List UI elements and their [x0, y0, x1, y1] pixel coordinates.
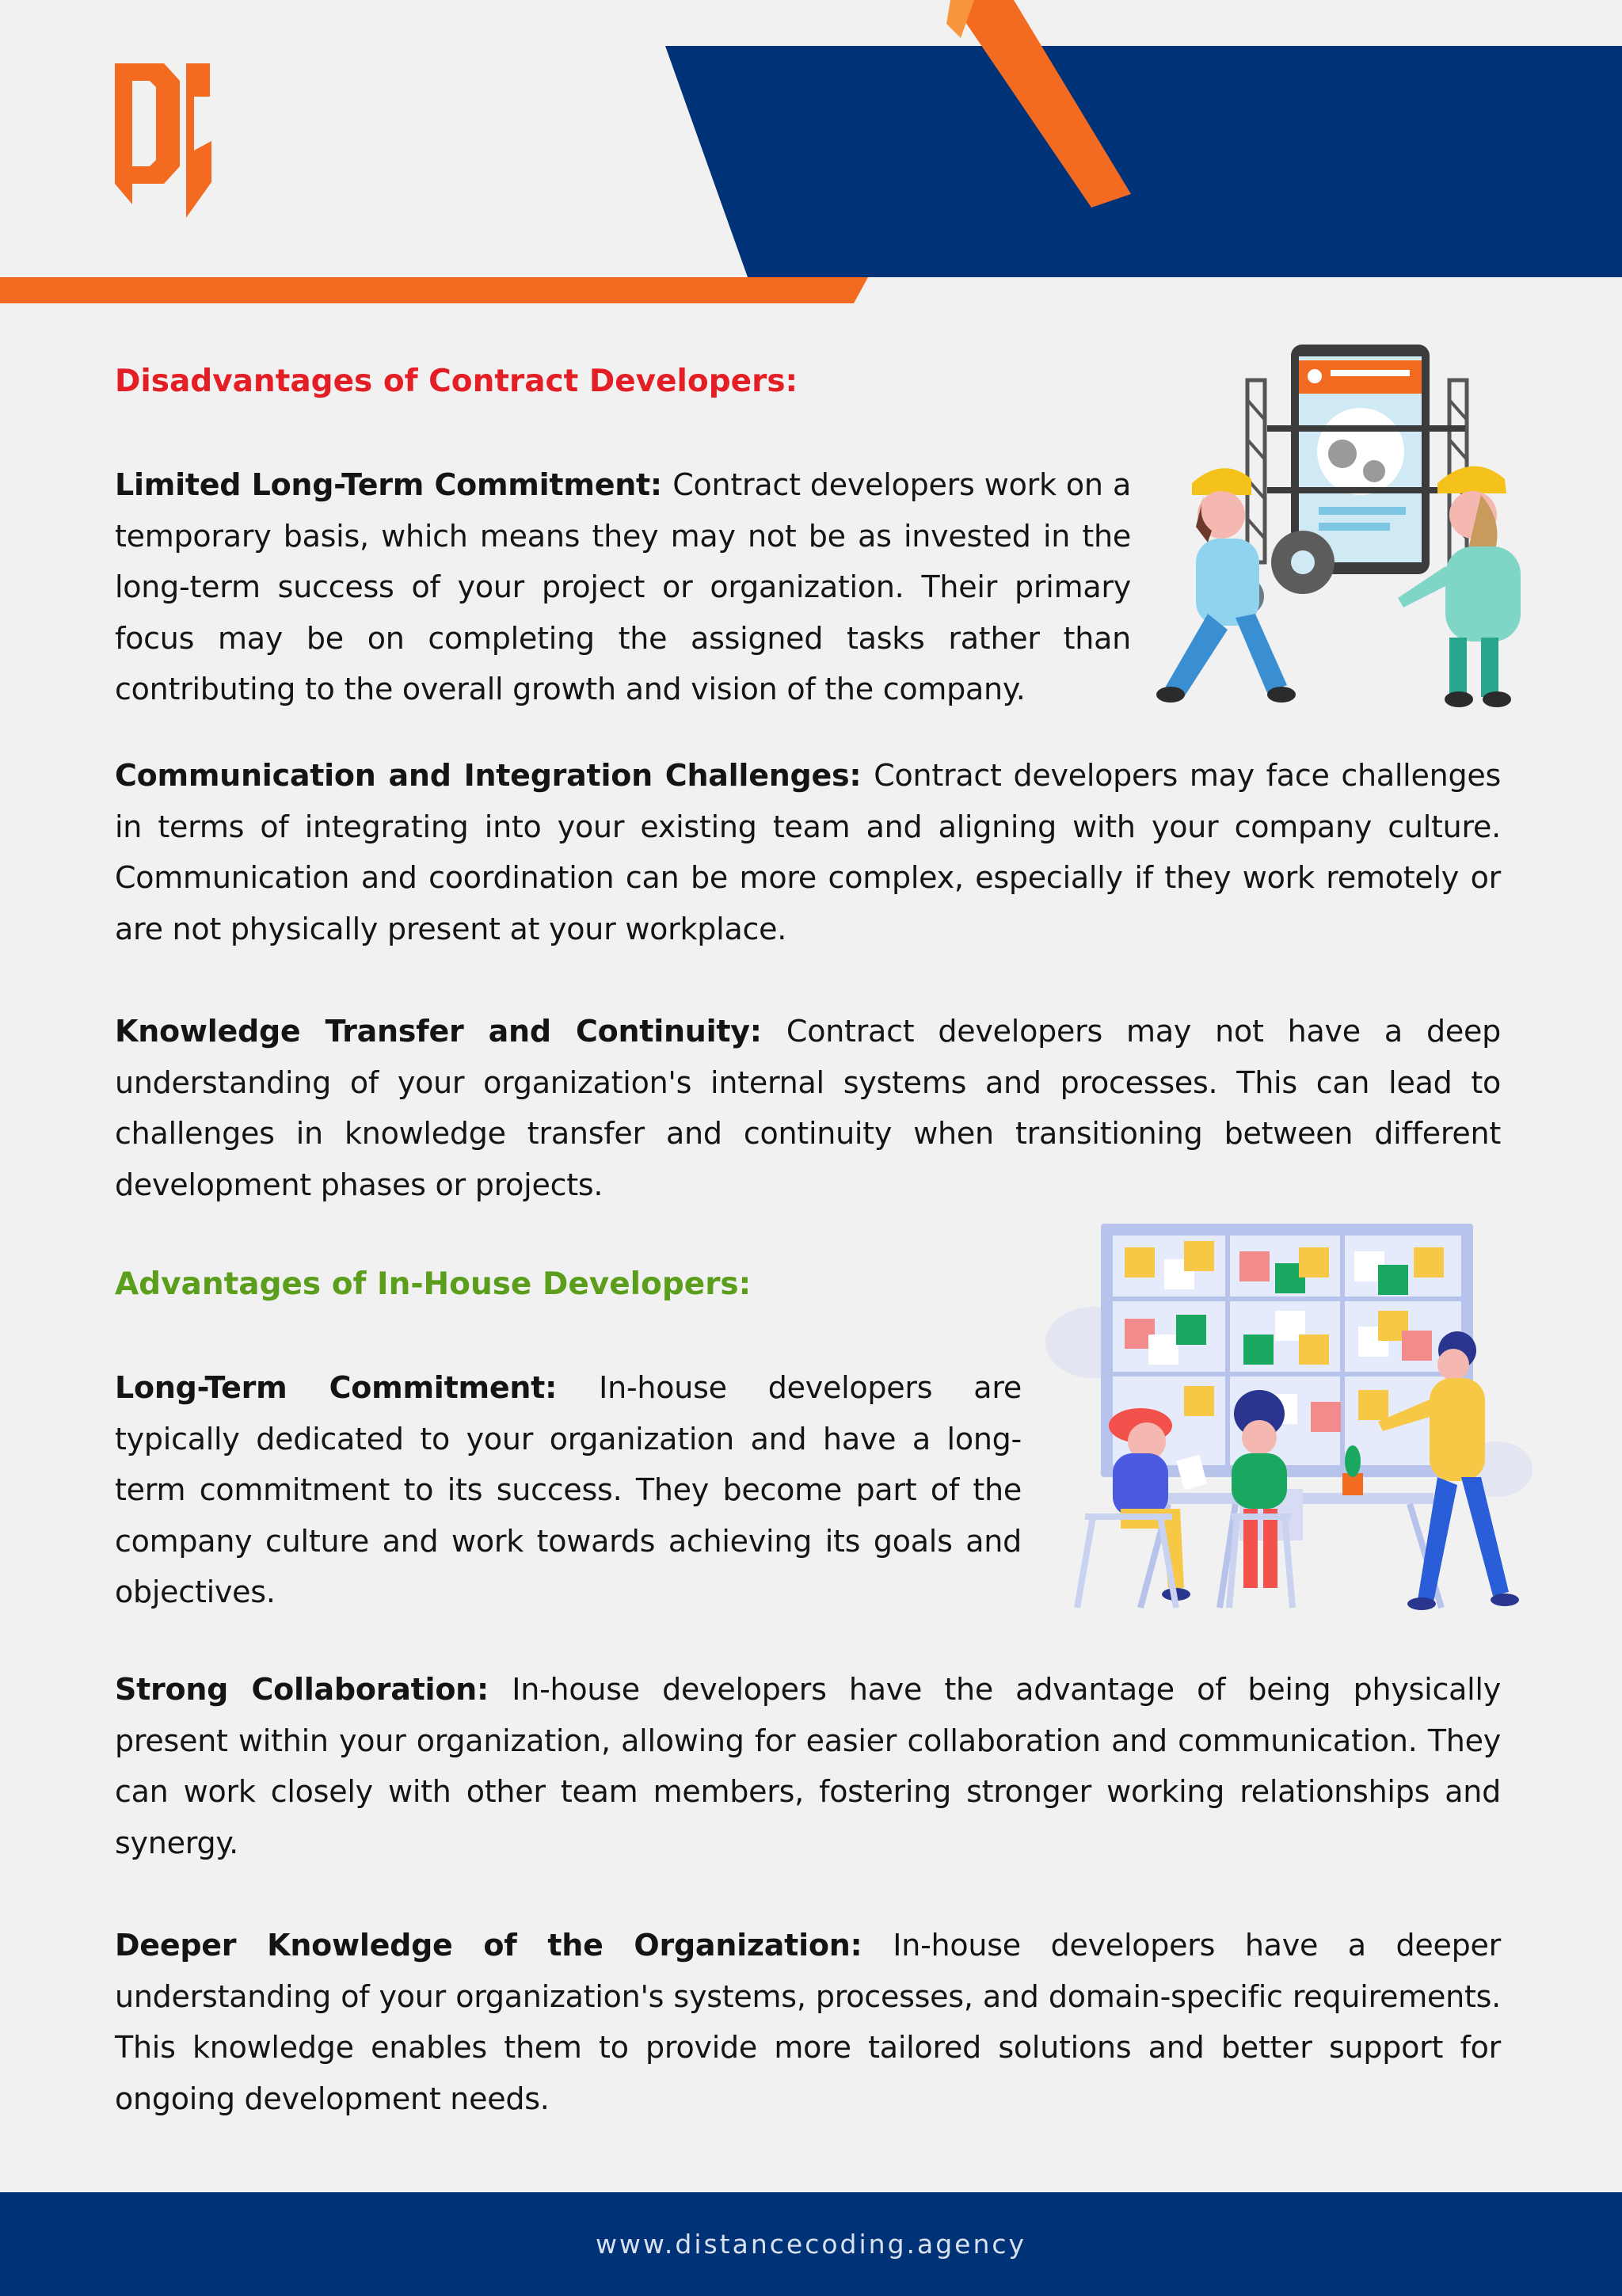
item-text: Contract developers may face challenges in terms of integrating into your existing team and aligning with your company culture. Communication and coordination can be more complex, especially if they work remotely or are not physically present at your workplace. — [115, 758, 1501, 946]
disadvantage-item — [115, 750, 1501, 954]
developers-building-app-illustration — [1148, 337, 1544, 713]
item-title: Limited Long-Term Commitment: — [115, 467, 673, 502]
header-banner — [0, 0, 1622, 317]
header-orange-line — [0, 277, 868, 303]
item-title: Knowledge Transfer and Continuity: — [115, 1014, 786, 1049]
disadvantages-heading: Disadvantages of Contract Developers: — [115, 364, 798, 399]
header-navy-band — [665, 46, 1622, 277]
dc-logo-icon — [115, 63, 211, 218]
advantages-heading: Advantages of In-House Developers: — [115, 1266, 752, 1302]
advantage-item — [115, 1362, 1022, 1618]
footer-bar — [0, 2192, 1622, 2296]
disadvantage-item — [115, 1006, 1501, 1210]
item-text: In-house developers have the advantage of being physically present within your organization, allowing for easier collaboration and communication. They can work closely with other team members, fostering stronger working relationships and synergy. — [115, 1672, 1501, 1860]
advantage-item — [115, 1664, 1501, 1868]
item-text: In-house developers are typically dedicated to your organization and have a long-term commitment to its success. They become part of the company culture and work towards achieving its goals and objectives. — [115, 1370, 1022, 1609]
team-planning-board-illustration — [1030, 1216, 1536, 1620]
item-text: Contract developers work on a temporary basis, which means they may not be as invested in the long-term success of your project or organization. Their primary focus may be on completing the assigned tasks rather than contributing to the overall growth and vision of the company. — [115, 467, 1131, 706]
item-title: Deeper Knowledge of the Organization: — [115, 1928, 893, 1963]
disadvantage-item — [115, 459, 1131, 715]
item-title: Strong Collaboration: — [115, 1672, 512, 1707]
footer-website-link[interactable]: www.distancecoding.agency — [595, 2229, 1027, 2260]
item-text: In-house developers have a deeper understanding of your organization's systems, processes, and domain-specific requirements. This knowledge enables them to provide more tailored solutions and better support for ongoing development needs. — [115, 1928, 1501, 2116]
item-title: Long-Term Commitment: — [115, 1370, 600, 1405]
advantage-item — [115, 1920, 1501, 2124]
item-title: Communication and Integration Challenges: — [115, 758, 874, 793]
item-text: Contract developers may not have a deep understanding of your organization's internal systems and processes. This can lead to challenges in knowledge transfer and continuity when transitioning between different development phases or projects. — [115, 1014, 1501, 1202]
